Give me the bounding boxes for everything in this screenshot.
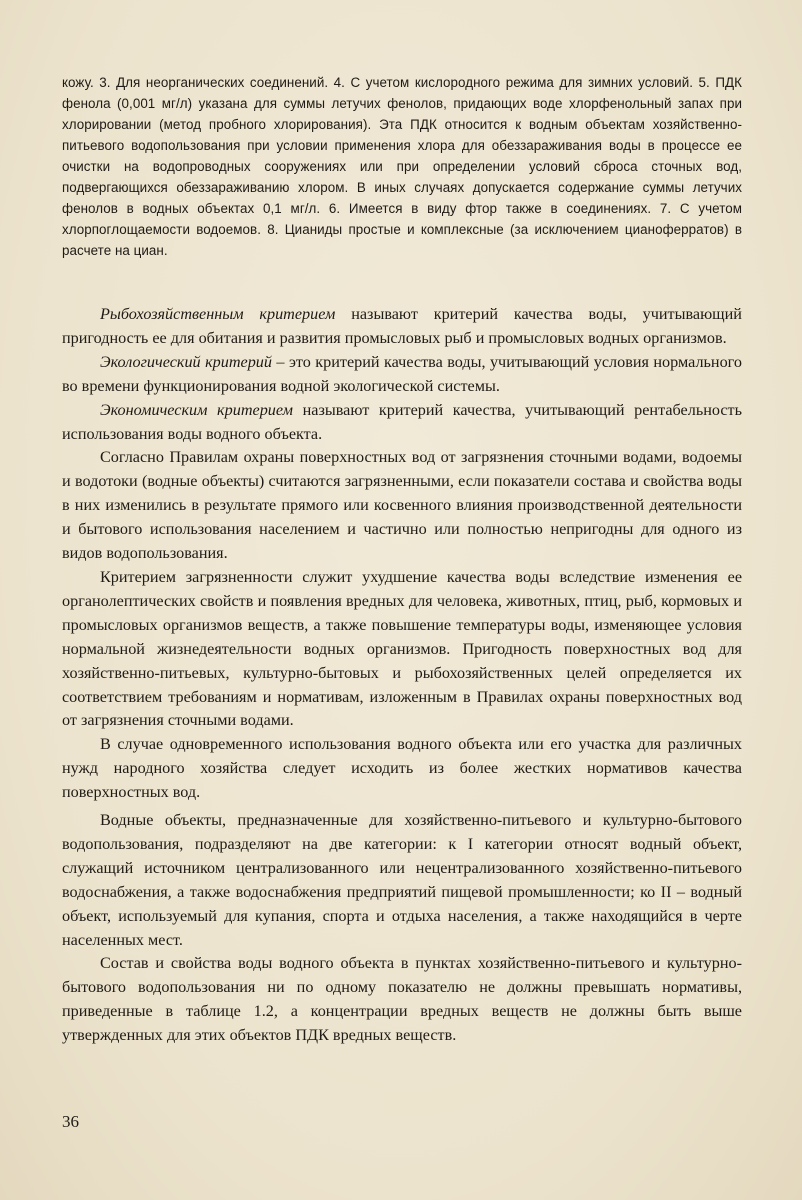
definition-economic-criterion: называют критерий качества, учитывающий рентабельность использования воды водного объекта. [62, 400, 742, 443]
paragraph-economic-criterion [62, 399, 742, 447]
paragraph-simultaneous-use: В случае одновременного использования водного объекта или его участка для различных нужд народного хозяйства следует исходить из более жестких нормативов качества поверхностных вод. [62, 735, 742, 802]
paragraph-pollution-criterion: Критерием загрязненности служит ухудшение качества воды вследствие изменения ее органолептических свойств и появления вредных для человека, животных, птиц, рыб, кормовых и промысловых организмов веществ, а также повышение температуры воды, изменяющее условия нормальной жизнедеятельности водных организмов. Пригодность поверхностных вод для хозяйственно-питьевых, культурно-бытовых и рыбохозяйственных целей определяется их соответствием требованиям и нормативам, изложенным в Правилах охраны поверхностных вод от загрязнения сточными водами. [62, 567, 742, 730]
term-economic-criterion: Экономическим критерием [100, 400, 293, 419]
term-fishery-criterion: Рыбохозяйственным критерием [100, 305, 336, 323]
term-ecological-criterion: Экологический критерий [100, 352, 272, 371]
definition-fishery-criterion: называют критерий качества воды, учитывающий пригодность ее для обитания и развития промысловых рыб и промысловых водных организмов. [62, 305, 742, 347]
paragraph-ecological-criterion [62, 351, 742, 399]
paragraph-water-composition: Состав и свойства воды водного объекта в пунктах хозяйственно-питьевого и культурно-бытового водопользования ни по одному показателю не должны превышать нормативы, приведенные в таблице 1.2, а концентрации вредных веществ не должны быть выше утвержденных для этих объектов ПДК вредных веществ. [62, 954, 742, 1045]
main-text [62, 303, 742, 1048]
table-footnotes: кожу. 3. Для неорганических соединений. 4. С учетом кислородного режима для зимних условий. 5. ПДК фенола (0,001 мг/л) указана для суммы летучих фенолов, придающих воде хлорфенольный запах при хлорировании (метод пробного хлорирования). Эта ПДК относится к водным объектам хозяйственно-питьевого водопользования при условии применения хлора для обеззараживания воды в процессе ее очистки на водопроводных сооружениях или при определении условий сброса сточных вод, подвергающихся обеззараживанию хлором. В иных случаях допускается содержание суммы летучих фенолов в водных объектах 0,1 мг/л. 6. Имеется в виду фтор также в соединениях. 7. С учетом хлорпоглощаемости водоемов. 8. Цианиды простые и комплексные (за исключением цианоферратов) в расчете на циан. [62, 75, 742, 258]
page-number: 36 [62, 1112, 79, 1131]
definition-ecological-criterion: – это критерий качества воды, учитывающий условия нормального во времени функционирования водной экологической системы. [62, 352, 742, 395]
paragraph-pollution-rules: Согласно Правилам охраны поверхностных вод от загрязнения сточными водами, водоемы и водотоки (водные объекты) считаются загрязненными, если показатели состава и свойства воды в них изменились в результате прямого или косвенного влияния производственной деятельности и бытового использования населением и частично или полностью непригодны для одного из видов водопользования. [62, 448, 742, 563]
paragraph-fishery-criterion [62, 303, 742, 351]
paragraph-water-categories: Водные объекты, предназначенные для хозяйственно-питьевого и культурно-бытового водопользования, подразделяют на две категории: к I категории относят водный объект, служащий источником централизованного или нецентрализованного хозяйственно-питьевого водоснабжения, а также водоснабжения предприятий пищевой промышленности; ко II – водный объект, используемый для купания, спорта и отдыха населения, а также находящийся в черте населенных мест. [62, 811, 742, 949]
